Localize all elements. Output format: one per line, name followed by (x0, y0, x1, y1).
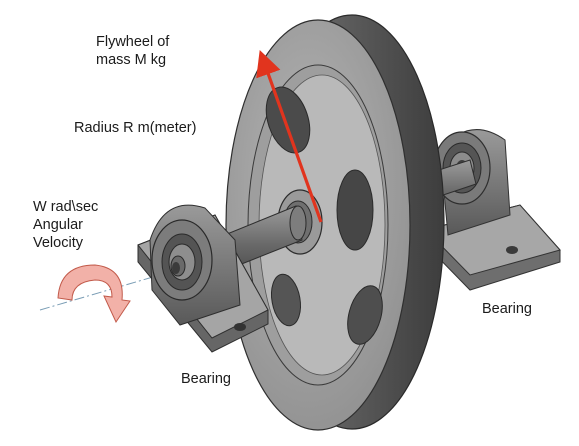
flywheel-label-line2: mass M kg (96, 52, 167, 68)
angular-velocity-label (33, 198, 98, 252)
right-bearing-label: Bearing (482, 301, 532, 317)
flywheel-label (96, 33, 169, 69)
angular-velocity-label-line2: Angular (33, 217, 83, 233)
radius-label: Radius R m(meter) (74, 120, 197, 136)
right-bearing (426, 130, 560, 290)
curved-rotation-arrow-icon (58, 265, 130, 322)
angular-velocity-label-line3: Velocity (33, 235, 83, 251)
angular-velocity-label-line1: W rad\sec (33, 199, 99, 215)
flywheel-label-line1: Flywheel of (96, 34, 170, 50)
left-bearing-label: Bearing (181, 371, 231, 387)
